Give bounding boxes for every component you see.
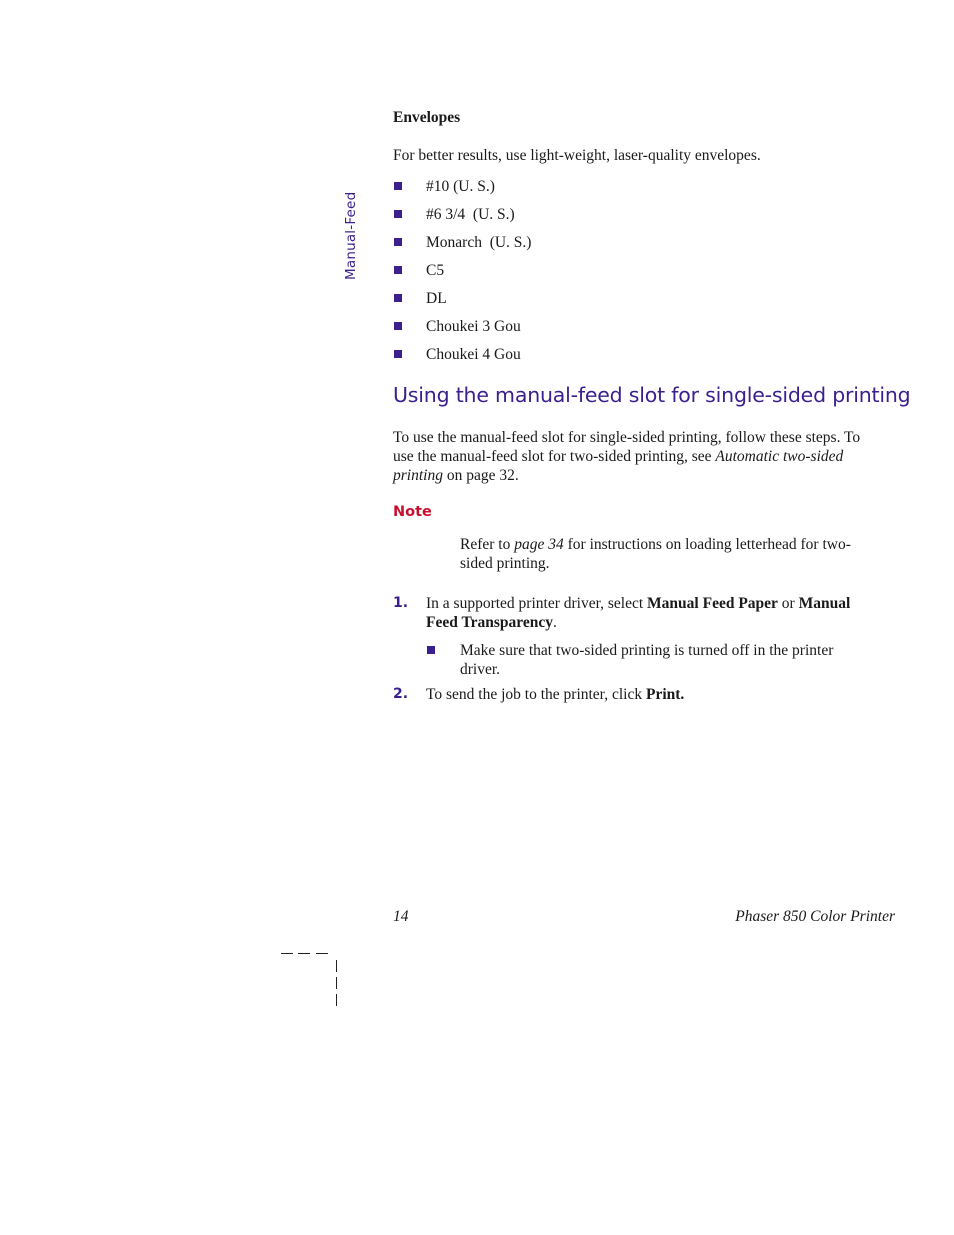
- list-item-text: Choukei 3 Gou: [426, 318, 521, 335]
- step-text: To send the job to the printer, click Print.: [426, 686, 685, 703]
- envelopes-subheading: Envelopes: [393, 109, 461, 126]
- button-label: Print.: [645, 686, 685, 703]
- list-item-text: #10 (U. S.): [426, 178, 495, 195]
- page-number: 14: [393, 908, 409, 925]
- crop-mark: [281, 953, 293, 954]
- side-tab-label: Manual-Feed: [343, 191, 359, 280]
- square-bullet-icon: [394, 238, 402, 246]
- list-item-text: #6 3/4 (U. S.): [426, 206, 515, 223]
- list-item-text: DL: [426, 290, 447, 307]
- square-bullet-icon: [394, 294, 402, 302]
- note-text: Refer to page 34 for instructions on loading letterhead for two-sided printing.: [460, 536, 851, 572]
- page-reference-link[interactable]: page 34: [514, 536, 564, 553]
- section-heading: Using the manual-feed slot for single-sided printing: [393, 383, 911, 407]
- crop-mark: [336, 994, 337, 1006]
- square-bullet-icon: [427, 646, 435, 654]
- cross-reference-link[interactable]: Automatic two-sided printing: [393, 448, 844, 484]
- square-bullet-icon: [394, 182, 402, 190]
- crop-mark: [316, 953, 328, 954]
- list-item-text: Choukei 4 Gou: [426, 346, 521, 363]
- step-text: In a supported printer driver, select Manual Feed Paper or Manual Feed Transparency.: [426, 595, 851, 631]
- crop-mark: [336, 960, 337, 972]
- step-number: 2.: [393, 686, 409, 702]
- crop-mark: [336, 977, 337, 989]
- note-label: Note: [393, 504, 432, 520]
- square-bullet-icon: [394, 266, 402, 274]
- step-sub-bullet: Make sure that two-sided printing is turned off in the printer driver.: [460, 642, 834, 678]
- crop-mark: [298, 953, 310, 954]
- menu-option-label: Manual Feed Transparency: [426, 595, 851, 631]
- step-number: 1.: [393, 595, 409, 611]
- envelopes-intro: For better results, use light-weight, laser-quality envelopes.: [393, 147, 761, 164]
- list-item-text: Monarch (U. S.): [426, 234, 532, 251]
- footer-product-name: Phaser 850 Color Printer: [735, 908, 895, 925]
- square-bullet-icon: [394, 322, 402, 330]
- section-intro: To use the manual-feed slot for single-sided printing, follow these steps. To use the manual-feed slot for two-sided printing, see Automatic two-sided printing on page 32.: [393, 429, 861, 484]
- list-item-text: C5: [426, 262, 445, 279]
- menu-option-label: Manual Feed Paper: [647, 595, 778, 612]
- square-bullet-icon: [394, 210, 402, 218]
- square-bullet-icon: [394, 350, 402, 358]
